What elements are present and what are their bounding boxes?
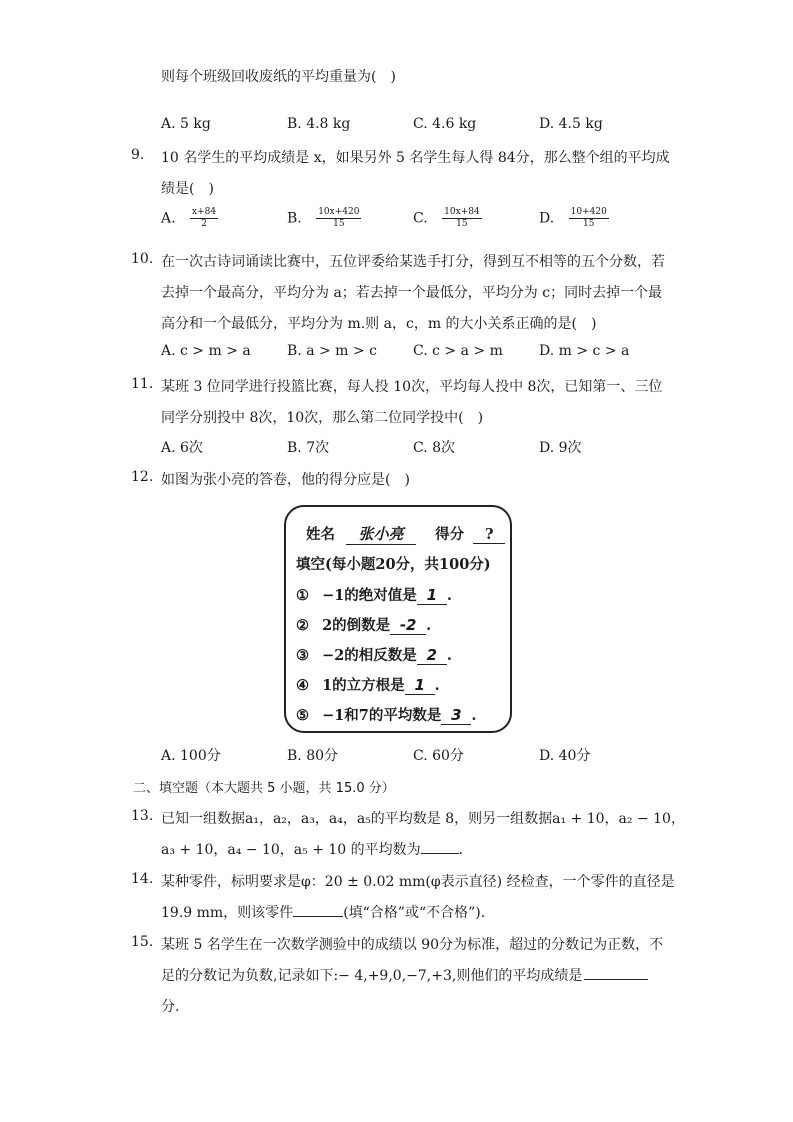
q9-option-c-label: C. bbox=[413, 210, 428, 227]
section-heading-fill-in: 二、填空题（本大题共 5 小题，共 15.0 分） bbox=[133, 781, 395, 796]
q15-line2-text: 足的分数记为负数,记录如下:− 4,+9,0,−7,+3,则他们的平均成绩是 bbox=[161, 968, 583, 984]
card-item-5: ⑤ −1和7的平均数是 3 . bbox=[296, 706, 477, 724]
q12-option-c[interactable]: C. 60分 bbox=[413, 748, 464, 764]
q9-stem-line2: 绩是( ) bbox=[161, 181, 214, 197]
q12-number: 12. bbox=[131, 469, 154, 485]
card-item-1-answer: 1 bbox=[417, 586, 447, 605]
q14-number: 14. bbox=[131, 871, 154, 887]
q9-option-b[interactable] bbox=[287, 207, 361, 230]
q11-option-c[interactable]: C. 8次 bbox=[413, 440, 456, 456]
q9-option-d-label: D. bbox=[539, 210, 555, 227]
card-name-row bbox=[306, 523, 505, 545]
q8-option-a[interactable]: A. 5 kg bbox=[161, 116, 211, 132]
q11-stem-line2: 同学分别投中 8次，10次，那么第二位同学投中( ) bbox=[161, 410, 484, 426]
q9-c-numerator: 10x+84 bbox=[444, 207, 480, 217]
q8-stem-cont: 则每个班级回收废纸的平均重量为( ) bbox=[161, 69, 396, 85]
q13-line2-text: a₃ + 10，a₄ − 10，a₅ + 10 的平均数为 bbox=[161, 842, 421, 858]
card-item-3-text: −2的相反数是 bbox=[322, 647, 417, 664]
q8-option-b[interactable]: B. 4.8 kg bbox=[287, 116, 351, 132]
q10-stem-line2: 去掉一个最高分，平均分为 a；若去掉一个最低分，平均分为 c；同时去掉一个最 bbox=[161, 285, 663, 301]
q10-stem-line3: 高分和一个最低分，平均分为 m.则 a，c，m 的大小关系正确的是( ) bbox=[161, 316, 597, 332]
q10-option-a[interactable]: A. c > m > a bbox=[161, 343, 251, 359]
q12-stem-line1: 如图为张小亮的答卷，他的得分应是( ) bbox=[161, 472, 410, 488]
card-item-3-answer: 2 bbox=[417, 646, 447, 665]
q9-option-b-label: B. bbox=[287, 210, 302, 227]
answer-sheet-card bbox=[284, 505, 512, 733]
card-item-1-mark: ① bbox=[296, 587, 309, 604]
q10-option-d[interactable]: D. m > c > a bbox=[539, 343, 630, 359]
q9-d-numerator: 10+420 bbox=[570, 207, 607, 217]
q11-number: 11. bbox=[131, 376, 154, 392]
card-score-value: ? bbox=[473, 526, 505, 544]
q13-answer-blank[interactable] bbox=[421, 839, 459, 854]
q9-d-denominator: 15 bbox=[583, 219, 595, 229]
q12-option-a[interactable]: A. 100分 bbox=[161, 748, 221, 764]
q8-option-d[interactable]: D. 4.5 kg bbox=[539, 116, 603, 132]
q15-answer-blank[interactable] bbox=[584, 965, 648, 980]
card-student-name: 张小亮 bbox=[346, 523, 416, 545]
card-item-5-mark: ⑤ bbox=[296, 707, 309, 724]
q10-option-c[interactable]: C. c > a > m bbox=[413, 343, 503, 359]
q13-stem-line1: 已知一组数据a₁，a₂，a₃，a₄，a₅的平均数是 8，则另一组数据a₁ + 10，a₂ − 10， bbox=[161, 811, 685, 827]
card-item-2-mark: ② bbox=[296, 617, 309, 634]
card-item-3: ③ −2的相反数是 2 . bbox=[296, 646, 452, 664]
card-item-3-mark: ③ bbox=[296, 647, 309, 664]
q13-line2-end: . bbox=[458, 842, 464, 858]
card-name-label: 姓名 bbox=[306, 526, 335, 543]
card-item-4-mark: ④ bbox=[296, 677, 309, 694]
q9-a-numerator: x+84 bbox=[192, 207, 217, 217]
q14-stem-line2 bbox=[161, 902, 485, 922]
card-item-4: ④ 1的立方根是 1 . bbox=[296, 676, 440, 694]
q12-option-b[interactable]: B. 80分 bbox=[287, 748, 339, 764]
q9-option-d-fraction bbox=[569, 207, 609, 230]
card-header: 填空(每小题20分，共100分) bbox=[296, 556, 491, 573]
q15-stem-line2 bbox=[161, 965, 648, 985]
q8-option-c[interactable]: C. 4.6 kg bbox=[413, 116, 477, 132]
card-item-5-answer: 3 bbox=[441, 706, 471, 725]
q10-stem-line1: 在一次古诗词诵读比赛中，五位评委给某选手打分，得到互不相等的五个分数，若 bbox=[161, 254, 665, 270]
q10-option-b[interactable]: B. a > m > c bbox=[287, 343, 377, 359]
q9-a-denominator: 2 bbox=[201, 219, 207, 229]
q9-number: 9. bbox=[131, 147, 145, 163]
q9-option-a[interactable] bbox=[161, 207, 218, 230]
q9-b-denominator: 15 bbox=[333, 219, 345, 229]
q15-stem-line1: 某班 5 名学生在一次数学测验中的成绩以 90分为标准，超过的分数记为正数，不 bbox=[161, 937, 664, 953]
q9-c-denominator: 15 bbox=[456, 219, 468, 229]
q9-b-numerator: 10x+420 bbox=[318, 207, 360, 217]
q11-option-a[interactable]: A. 6次 bbox=[161, 440, 203, 456]
card-score-label: 得分 bbox=[435, 526, 465, 543]
card-item-1: ① −1的绝对值是 1 . bbox=[296, 586, 452, 604]
q9-option-d[interactable] bbox=[539, 207, 609, 230]
card-item-2-answer: -2 bbox=[390, 616, 426, 635]
q9-stem-line1: 10 名学生的平均成绩是 x，如果另外 5 名学生每人得 84分，那么整个组的平均成 bbox=[161, 150, 670, 166]
q13-number: 13. bbox=[131, 808, 154, 824]
q14-line2-end: (填“合格”或“不合格”). bbox=[343, 905, 486, 921]
q10-number: 10. bbox=[131, 251, 154, 267]
q11-stem-line1: 某班 3 位同学进行投篮比赛，每人投 10次，平均每人投中 8次，已知第一、三位 bbox=[161, 379, 663, 395]
q11-option-d[interactable]: D. 9次 bbox=[539, 440, 582, 456]
card-item-1-text: −1的绝对值是 bbox=[322, 587, 417, 604]
q11-option-b[interactable]: B. 7次 bbox=[287, 440, 330, 456]
q12-option-d[interactable]: D. 40分 bbox=[539, 748, 591, 764]
card-item-2: ② 2的倒数是 -2 . bbox=[296, 616, 432, 634]
q15-number: 15. bbox=[131, 934, 154, 950]
card-item-5-text: −1和7的平均数是 bbox=[322, 707, 442, 724]
card-item-2-text: 2的倒数是 bbox=[322, 617, 391, 634]
q9-option-c-fraction bbox=[442, 207, 482, 230]
q14-line2-text: 19.9 mm，则该零件 bbox=[161, 905, 294, 921]
q15-stem-line3: 分. bbox=[161, 999, 180, 1015]
q14-answer-blank[interactable] bbox=[293, 902, 343, 917]
q9-option-a-fraction bbox=[190, 207, 218, 230]
card-item-4-answer: 1 bbox=[405, 676, 435, 695]
card-item-4-text: 1的立方根是 bbox=[322, 677, 405, 694]
q9-option-a-label: A. bbox=[161, 210, 176, 227]
q14-stem-line1: 某种零件，标明要求是φ：20 ± 0.02 mm(φ表示直径) 经检查，一个零件的直径是 bbox=[161, 874, 675, 890]
q9-option-b-fraction bbox=[316, 207, 361, 230]
q13-stem-line2 bbox=[161, 839, 463, 859]
q9-option-c[interactable] bbox=[413, 207, 482, 230]
